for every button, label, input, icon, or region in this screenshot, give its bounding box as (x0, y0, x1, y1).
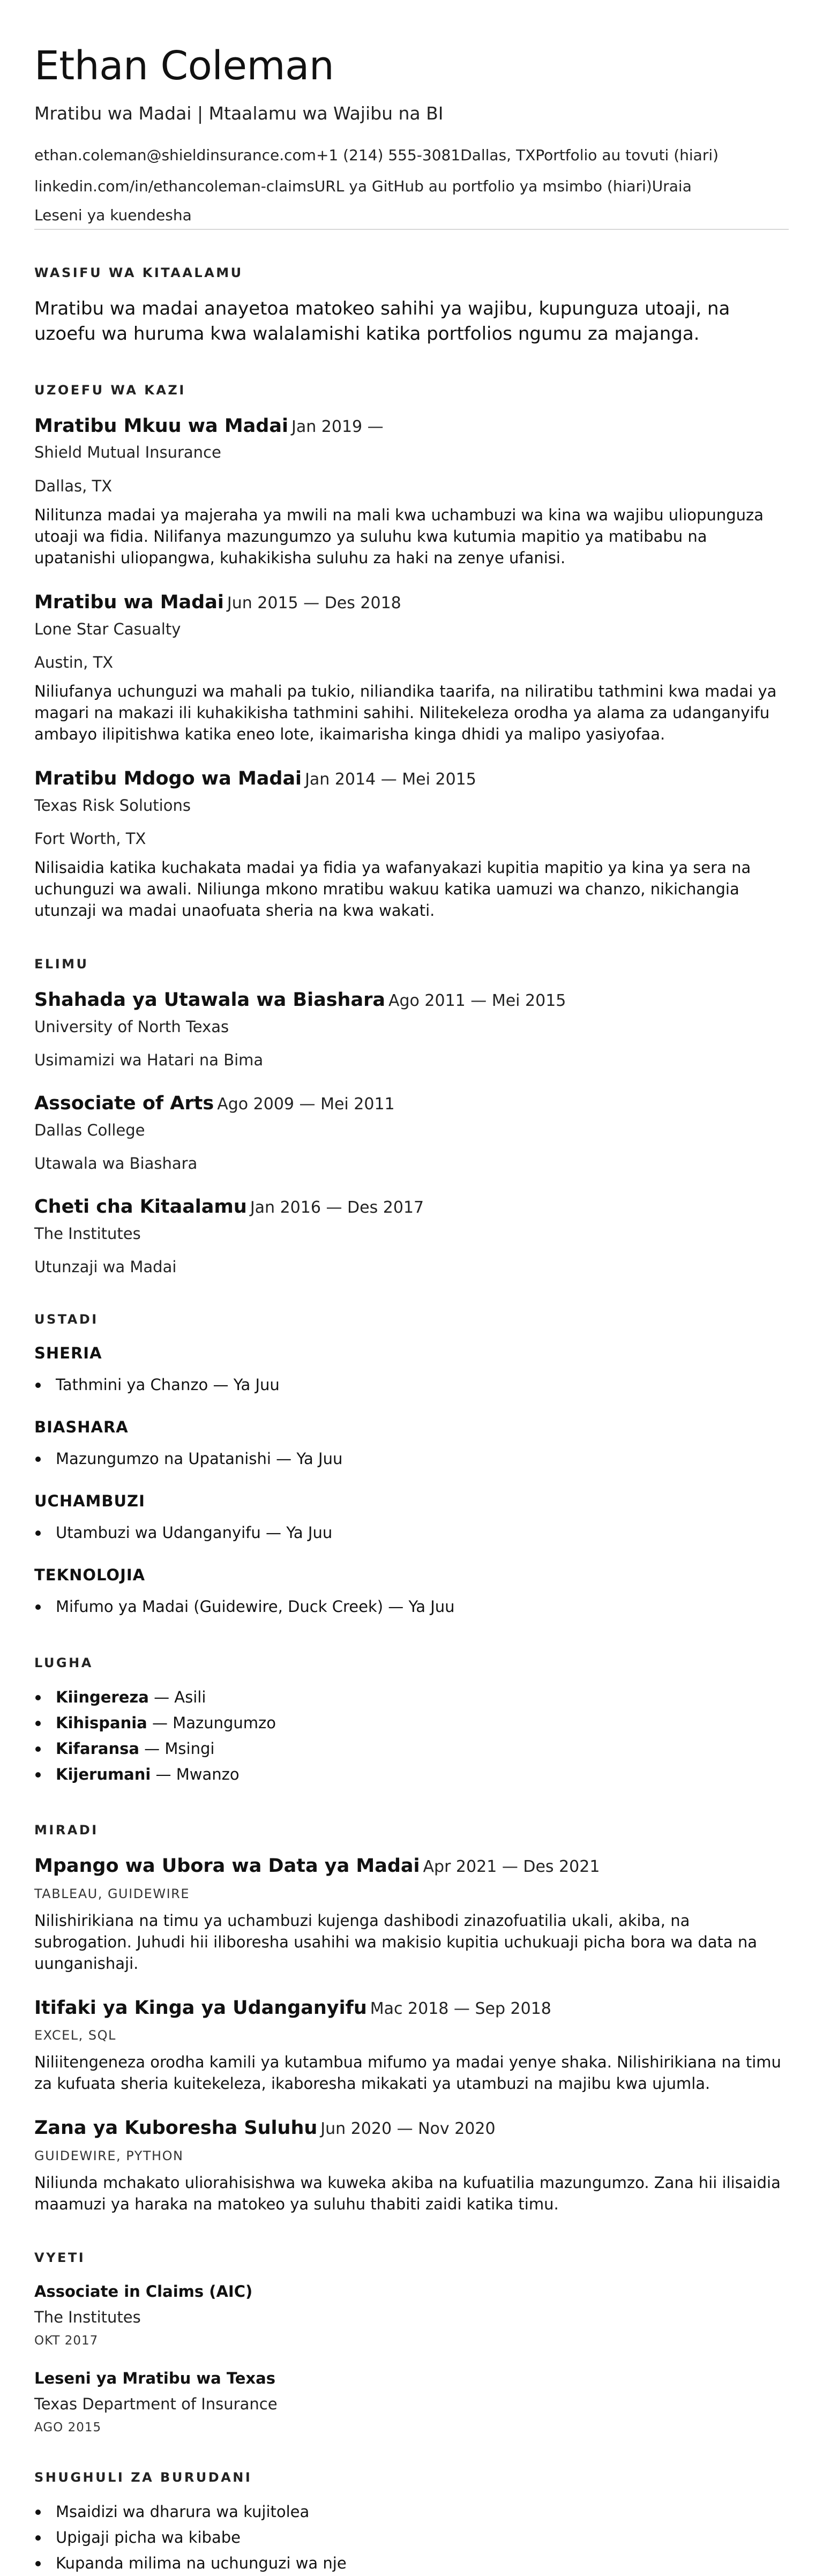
project-name: Mpango wa Ubora wa Data ya Madai (34, 1855, 420, 1877)
header-divider (34, 229, 789, 230)
education-field: Utawala wa Biashara (34, 1154, 198, 1173)
education-dates: Ago 2011 — Mei 2015 (388, 991, 566, 1011)
project-dates: Apr 2021 — Des 2021 (423, 1857, 600, 1877)
section-title-summary: WASIFU WA KITAALAMU (34, 265, 243, 280)
project-tags: GUIDEWIRE, PYTHON (34, 2148, 184, 2163)
language-name: Kijerumani (56, 1765, 151, 1783)
language-level: — Mwanzo (151, 1765, 240, 1783)
project-entry (34, 1998, 789, 2095)
experience-location: Dallas, TX (34, 476, 113, 495)
skill-category: BIASHARA (34, 1418, 129, 1437)
project-name: Zana ya Kuboresha Suluhu (34, 2117, 318, 2139)
skill-category: TEKNOLOJIA (34, 1566, 146, 1585)
skill-category: UCHAMBUZI (34, 1492, 145, 1511)
contact-github[interactable]: URL ya GitHub au portfolio ya msimbo (hiari) (314, 177, 652, 195)
experience-description: Niliufanya uchunguzi wa mahali pa tukio, niliandika taarifa, na niliratibu tathmini kwa madai ya magari na makazi ili kuhakikisha tathmini sahihi. Nilitekeleza orodha ya alama za udanganyifu ambayo ilipitishwa katika eneo lote, ikaimarisha kinga dhidi ya malipo yasiyofaa. (34, 682, 777, 744)
hobbies-section (34, 2470, 789, 2576)
language-list (34, 1684, 789, 1788)
education-school: The Institutes (34, 1224, 141, 1243)
experience-dates: Jan 2019 — (291, 417, 384, 436)
certificate-name: Leseni ya Mratibu wa Texas (34, 2369, 275, 2387)
experience-role: Mratibu wa Madai (34, 592, 224, 613)
contact-phone[interactable]: +1 (214) 555-3081 (316, 146, 461, 164)
experience-role: Mratibu Mkuu wa Madai (34, 415, 288, 437)
projects-section (34, 1823, 789, 2215)
education-degree: Associate of Arts (34, 1093, 214, 1115)
education-field: Usimamizi wa Hatari na Bima (34, 1050, 264, 1069)
language-name: Kihispania (56, 1713, 147, 1732)
experience-entry (34, 592, 789, 745)
contact-license: Leseni ya kuendesha (34, 206, 192, 225)
contact-line-primary (34, 146, 789, 165)
experience-dates: Jun 2015 — Des 2018 (227, 594, 401, 613)
experience-company: Texas Risk Solutions (34, 796, 191, 815)
skill-category: SHERIA (34, 1344, 102, 1363)
contact-linkedin[interactable]: linkedin.com/in/ethancoleman-claims (34, 177, 315, 195)
contact-location: Dallas, TX (460, 146, 536, 164)
certificate-issuer: The Institutes (34, 2308, 141, 2326)
summary-section (34, 265, 789, 347)
skill-list (34, 1372, 789, 1398)
education-dates: Jan 2016 — Des 2017 (250, 1198, 424, 1218)
language-level: — Msingi (139, 1739, 215, 1758)
experience-role: Mratibu Mdogo wa Madai (34, 768, 302, 790)
project-description: Niliitengeneza orodha kamili ya kutambua mifumo ya madai yenye shaka. Nilishirikiana na timu za kufuata sheria kuitekeleza, ikaboresha mikakati ya utambuzi na majibu kwa ujumla. (34, 2053, 781, 2093)
certificate-issuer: Texas Department of Insurance (34, 2394, 278, 2413)
education-degree: Shahada ya Utawala wa Biashara (34, 989, 385, 1011)
language-level: — Asili (148, 1688, 206, 1706)
project-description: Niliunda mchakato uliorahisishwa wa kuweka akiba na kufuatilia mazungumzo. Zana hii ilisaidia maamuzi ya haraka na matokeo ya suluhu thabiti zaidi katika timu. (34, 2173, 781, 2213)
education-section (34, 957, 789, 1276)
education-field: Utunzaji wa Madai (34, 1257, 177, 1276)
section-title-projects: MIRADI (34, 1823, 99, 1838)
certificates-section (34, 2250, 789, 2435)
experience-company: Lone Star Casualty (34, 619, 181, 638)
education-school: Dallas College (34, 1121, 145, 1139)
hobby-item: Upigaji picha wa kibabe (34, 2525, 789, 2550)
skill-list (34, 1446, 789, 1472)
certificate-date: AGO 2015 (34, 2420, 102, 2435)
experience-company: Shield Mutual Insurance (34, 443, 221, 462)
language-item (34, 1736, 789, 1761)
certificate-date: OKT 2017 (34, 2333, 99, 2348)
hobby-item: Kupanda milima na uchunguzi wa nje (34, 2550, 789, 2576)
skill-item: Mazungumzo na Upatanishi — Ya Juu (34, 1446, 789, 1472)
certificate-entry (34, 2282, 789, 2348)
certificate-entry (34, 2369, 789, 2435)
project-dates: Jun 2020 — Nov 2020 (320, 2119, 496, 2139)
project-description: Nilishirikiana na timu ya uchambuzi kujenga dashibodi zinazofuatilia ukali, akiba, na subrogation. Juhudi hii iliboresha usahihi wa makisio kupitia uchukuaji picha bora wa data na uunganishaji. (34, 1911, 758, 1973)
section-title-experience: UZOEFU WA KAZI (34, 382, 186, 398)
candidate-subtitle: Mratibu wa Madai | Mtaalamu wa Wajibu na BI (34, 103, 444, 124)
languages-section (34, 1655, 789, 1788)
language-item (34, 1684, 789, 1710)
experience-dates: Jan 2014 — Mei 2015 (305, 770, 476, 789)
candidate-name: Ethan Coleman (34, 43, 334, 89)
experience-section (34, 383, 789, 921)
language-item (34, 1710, 789, 1736)
skills-section (34, 1312, 789, 1620)
skill-item: Tathmini ya Chanzo — Ya Juu (34, 1372, 789, 1398)
education-entry (34, 1093, 789, 1173)
certificate-name: Associate in Claims (AIC) (34, 2282, 253, 2301)
education-entry (34, 990, 789, 1070)
section-title-certificates: VYETI (34, 2250, 86, 2265)
contact-portfolio[interactable]: Portfolio au tovuti (hiari) (535, 146, 719, 164)
resume-header (34, 0, 789, 230)
language-level: — Mazungumzo (147, 1713, 276, 1732)
project-entry (34, 1856, 789, 1974)
hobby-list (34, 2499, 789, 2576)
education-school: University of North Texas (34, 1017, 229, 1036)
project-dates: Mac 2018 — Sep 2018 (370, 1999, 551, 2018)
section-title-education: ELIMU (34, 957, 89, 972)
skill-list (34, 1520, 789, 1545)
project-tags: EXCEL, SQL (34, 2028, 116, 2043)
contact-line-tertiary (34, 206, 789, 225)
experience-location: Austin, TX (34, 653, 114, 671)
skill-item: Mifumo ya Madai (Guidewire, Duck Creek) — Ya Juu (34, 1594, 789, 1619)
summary-text: Mratibu wa madai anayetoa matokeo sahihi ya wajibu, kupunguza utoaji, na uzoefu wa huruma kwa walalamishi katika portfolios ngumu za majanga. (34, 297, 730, 345)
project-tags: TABLEAU, GUIDEWIRE (34, 1886, 190, 1901)
experience-entry (34, 768, 789, 921)
experience-description: Nilisaidia katika kuchakata madai ya fidia ya wafanyakazi kupitia mapitio ya kina ya sera na uchunguzi wa awali. Niliunga mkono mratibu wakuu katika uamuzi wa chanzo, nikichangia utunzaji wa madai unaofuata sheria na kwa wakati. (34, 858, 751, 920)
section-title-hobbies: SHUGHULI ZA BURUDANI (34, 2469, 252, 2485)
language-name: Kifaransa (56, 1739, 139, 1758)
project-name: Itifaki ya Kinga ya Udanganyifu (34, 1997, 367, 2019)
skill-list (34, 1594, 789, 1619)
education-degree: Cheti cha Kitaalamu (34, 1196, 247, 1218)
experience-entry (34, 416, 789, 569)
contact-line-secondary (34, 177, 789, 196)
contact-email[interactable]: ethan.coleman@shieldinsurance.com (34, 146, 316, 164)
experience-description: Nilitunza madai ya majeraha ya mwili na mali kwa uchambuzi wa kina wa wajibu uliopunguza utoaji wa fidia. Nilifanya mazungumzo ya suluhu kwa kutumia mapitio ya matibabu na upatanishi uliopangwa, kuhakikisha suluhu za haki na zenye ufanisi. (34, 505, 764, 567)
section-title-skills: USTADI (34, 1312, 99, 1327)
education-entry (34, 1197, 789, 1276)
project-entry (34, 2118, 789, 2215)
contact-citizenship: Uraia (652, 177, 692, 195)
language-name: Kiingereza (56, 1688, 149, 1706)
language-item (34, 1761, 789, 1787)
education-dates: Ago 2009 — Mei 2011 (217, 1095, 395, 1114)
section-title-languages: LUGHA (34, 1655, 93, 1670)
experience-location: Fort Worth, TX (34, 829, 146, 848)
hobby-item: Msaidizi wa dharura wa kujitolea (34, 2499, 789, 2525)
skill-item: Utambuzi wa Udanganyifu — Ya Juu (34, 1520, 789, 1545)
